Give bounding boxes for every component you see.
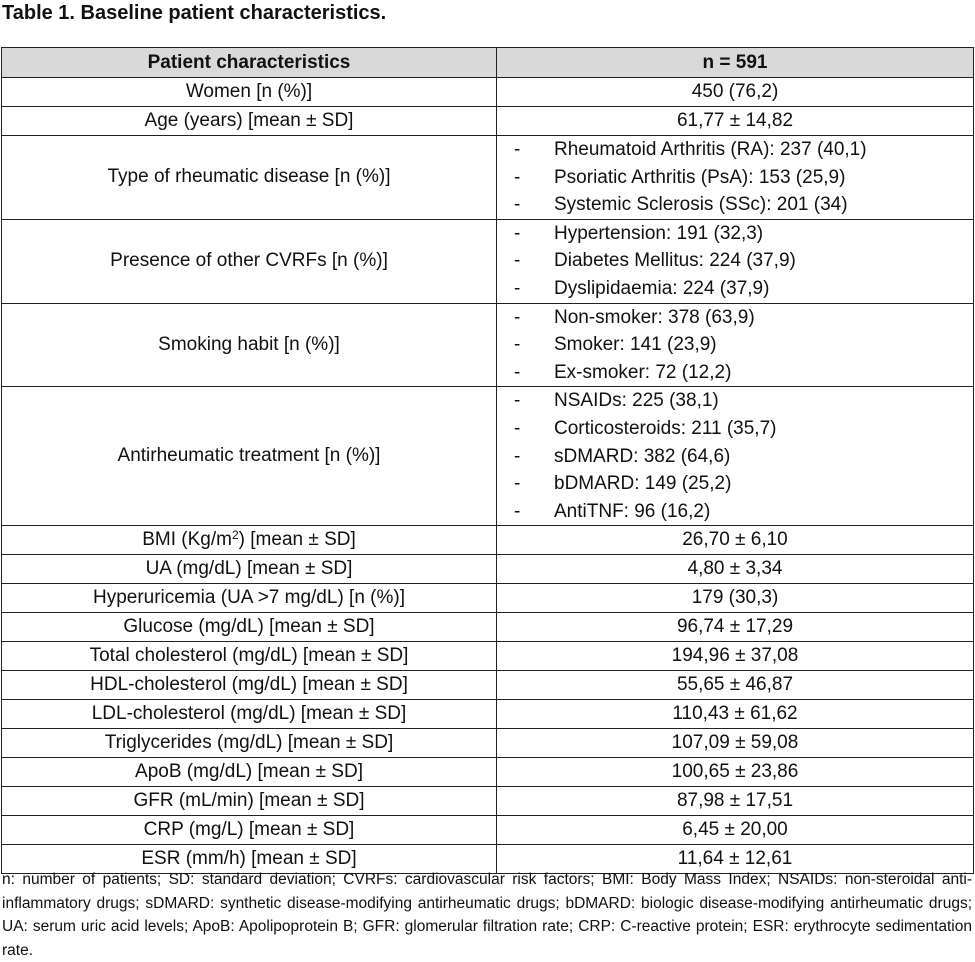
bmi-label-pre: BMI (Kg/m	[142, 529, 232, 551]
row-value: 450 (76,2)	[497, 78, 974, 107]
list-item: - Corticosteroids: 211 (35,7)	[497, 415, 973, 443]
row-list	[497, 303, 974, 387]
table-row	[2, 671, 974, 700]
table-row	[2, 816, 974, 845]
row-value: 11,64 ± 12,61	[497, 845, 974, 874]
table-header-row	[2, 48, 974, 78]
table-row	[2, 584, 974, 613]
list-item: - Smoker: 141 (23,9)	[497, 331, 973, 359]
row-value: 61,77 ± 14,82	[497, 107, 974, 136]
row-value: 4,80 ± 3,34	[497, 555, 974, 584]
row-label	[2, 526, 497, 555]
bmi-label-sup: 2	[231, 528, 239, 543]
row-list	[497, 136, 974, 220]
row-value: 55,65 ± 46,87	[497, 671, 974, 700]
row-value: 26,70 ± 6,10	[497, 526, 974, 555]
row-label: UA (mg/dL) [mean ± SD]	[2, 555, 497, 584]
table-row	[2, 78, 974, 107]
table-row	[2, 387, 974, 526]
list-item: - AntiTNF: 96 (16,2)	[497, 498, 973, 526]
row-label: Hyperuricemia (UA >7 mg/dL) [n (%)]	[2, 584, 497, 613]
row-label: ApoB (mg/dL) [mean ± SD]	[2, 758, 497, 787]
row-label: Type of rheumatic disease [n (%)]	[2, 136, 497, 220]
row-value: 179 (30,3)	[497, 584, 974, 613]
row-label: Women [n (%)]	[2, 78, 497, 107]
characteristics-table	[1, 47, 974, 874]
list-item: - Psoriatic Arthritis (PsA): 153 (25,9)	[497, 164, 973, 192]
table-footnote: n: number of patients; SD: standard deviation; CVRFs: cardiovascular risk factors; BMI: Body Mass Index; NSAIDs: non-steroidal anti-inflammatory drugs; sDMARD: synthetic disease-modifying antirheumatic drugs; bDMARD: biologic disease-modifying antirheumatic drugs; UA: serum uric acid levels; ApoB: Apolipoprotein B; GFR: glomerular filtration rate; CRP: C-reactive protein; ESR: erythrocyte sedimentation rate.	[2, 871, 972, 959]
table-row	[2, 219, 974, 303]
row-value: 107,09 ± 59,08	[497, 729, 974, 758]
header-characteristics: Patient characteristics	[2, 48, 497, 78]
row-label: Total cholesterol (mg/dL) [mean ± SD]	[2, 642, 497, 671]
row-value: 87,98 ± 17,51	[497, 787, 974, 816]
row-value: 100,65 ± 23,86	[497, 758, 974, 787]
row-value: 6,45 ± 20,00	[497, 816, 974, 845]
table-title: Table 1. Baseline patient characteristics.	[2, 2, 387, 24]
dash-list	[497, 387, 973, 525]
table-row	[2, 136, 974, 220]
dash-list	[497, 136, 973, 219]
row-value: 194,96 ± 37,08	[497, 642, 974, 671]
row-label: LDL-cholesterol (mg/dL) [mean ± SD]	[2, 700, 497, 729]
table-row	[2, 555, 974, 584]
row-label: Age (years) [mean ± SD]	[2, 107, 497, 136]
list-item: - bDMARD: 149 (25,2)	[497, 470, 973, 498]
row-label: Triglycerides (mg/dL) [mean ± SD]	[2, 729, 497, 758]
row-list	[497, 219, 974, 303]
row-label: HDL-cholesterol (mg/dL) [mean ± SD]	[2, 671, 497, 700]
list-item: - Diabetes Mellitus: 224 (37,9)	[497, 247, 973, 275]
header-n: n = 591	[497, 48, 974, 78]
table-row	[2, 758, 974, 787]
row-label: GFR (mL/min) [mean ± SD]	[2, 787, 497, 816]
bmi-label-post: ) [mean ± SD]	[238, 529, 356, 551]
row-label: Glucose (mg/dL) [mean ± SD]	[2, 613, 497, 642]
table-row	[2, 303, 974, 387]
dash-list	[497, 304, 973, 387]
row-value: 96,74 ± 17,29	[497, 613, 974, 642]
table-row	[2, 526, 974, 555]
list-item: - Systemic Sclerosis (SSc): 201 (34)	[497, 191, 973, 219]
table-row	[2, 107, 974, 136]
list-item: - sDMARD: 382 (64,6)	[497, 443, 973, 471]
dash-list	[497, 220, 973, 303]
list-item: - NSAIDs: 225 (38,1)	[497, 387, 973, 415]
list-item: - Non-smoker: 378 (63,9)	[497, 304, 973, 332]
row-label: Smoking habit [n (%)]	[2, 303, 497, 387]
table-row	[2, 787, 974, 816]
list-item: - Rheumatoid Arthritis (RA): 237 (40,1)	[497, 136, 973, 164]
row-list	[497, 387, 974, 526]
row-label: Antirheumatic treatment [n (%)]	[2, 387, 497, 526]
row-label: Presence of other CVRFs [n (%)]	[2, 219, 497, 303]
row-label: CRP (mg/L) [mean ± SD]	[2, 816, 497, 845]
list-item: - Dyslipidaemia: 224 (37,9)	[497, 275, 973, 303]
row-label: ESR (mm/h) [mean ± SD]	[2, 845, 497, 874]
row-value: 110,43 ± 61,62	[497, 700, 974, 729]
table-row	[2, 642, 974, 671]
list-item: - Ex-smoker: 72 (12,2)	[497, 359, 973, 387]
table-row	[2, 729, 974, 758]
list-item: - Hypertension: 191 (32,3)	[497, 220, 973, 248]
table-row	[2, 700, 974, 729]
table-row	[2, 613, 974, 642]
